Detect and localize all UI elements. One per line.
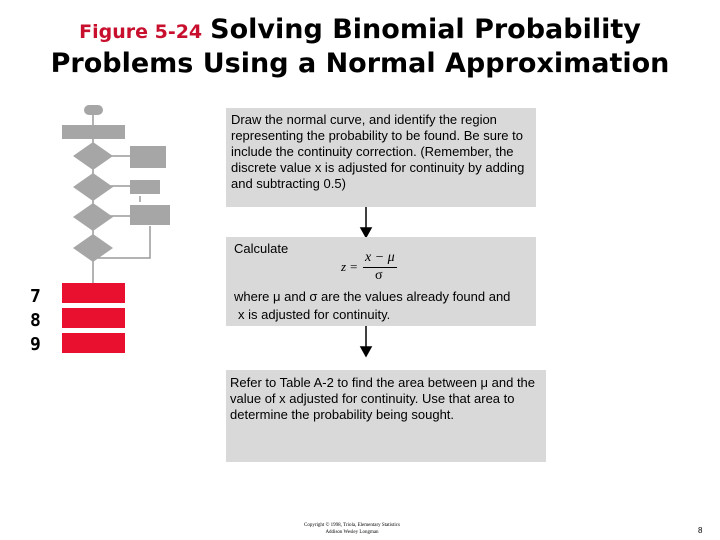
- flowchart-side-block-2: [130, 180, 160, 194]
- title-text-1: Solving Binomial Probability: [210, 14, 641, 45]
- flowchart-process-block: [62, 125, 125, 139]
- draw-normal-curve-text: Draw the normal curve, and identify the region representing the probability to be found. Be sure to include the continuity correction. (Remember, the discrete value x is adjusted for continuity by adding and subtracting 0.5): [231, 112, 525, 191]
- copyright-line-1: Copyright © 1998, Triola, Elementary Statistics: [304, 523, 400, 528]
- flowchart-step-7-block: [62, 283, 125, 303]
- table-lookup-box: [226, 370, 546, 462]
- draw-normal-curve-box: [226, 108, 536, 207]
- z-formula-lhs: z =: [341, 259, 359, 274]
- flowchart-start-oval: [84, 105, 103, 115]
- copyright-line-2: Addison Wesley Longman: [325, 530, 379, 535]
- flowchart-step-8-block: [62, 308, 125, 328]
- title-line-2: Problems Using a Normal Approximation: [50, 48, 670, 79]
- step-number-8: 8: [30, 310, 41, 331]
- table-lookup-text: Refer to Table A-2 to find the area between μ and the value of x adjusted for continuity. Use that area to determine the probability being sought.: [230, 375, 536, 422]
- flowchart-decision-2: [73, 173, 113, 201]
- flowchart-side-block-3: [130, 205, 170, 225]
- flowchart-decision-1: [73, 142, 113, 170]
- z-formula-denominator: σ: [375, 268, 383, 283]
- z-formula-numerator: x − μ: [365, 250, 395, 265]
- flowchart-decision-3: [73, 203, 113, 231]
- step-number-7: 7: [30, 286, 41, 307]
- copyright-footer: [282, 522, 422, 536]
- calculate-note-line-2: x is adjusted for continuity.: [238, 307, 391, 322]
- flowchart-step-9-block: [62, 333, 125, 353]
- step-number-9: 9: [30, 334, 41, 355]
- calculate-label: Calculate: [234, 241, 289, 256]
- calculate-z-box: [226, 237, 536, 326]
- page-number: 8: [698, 526, 703, 535]
- flowchart-side-block-1: [130, 146, 166, 168]
- calculate-note-line-1: where μ and σ are the values already found and: [234, 289, 511, 304]
- z-formula: [341, 251, 401, 285]
- figure-label: Figure 5-24: [79, 21, 203, 43]
